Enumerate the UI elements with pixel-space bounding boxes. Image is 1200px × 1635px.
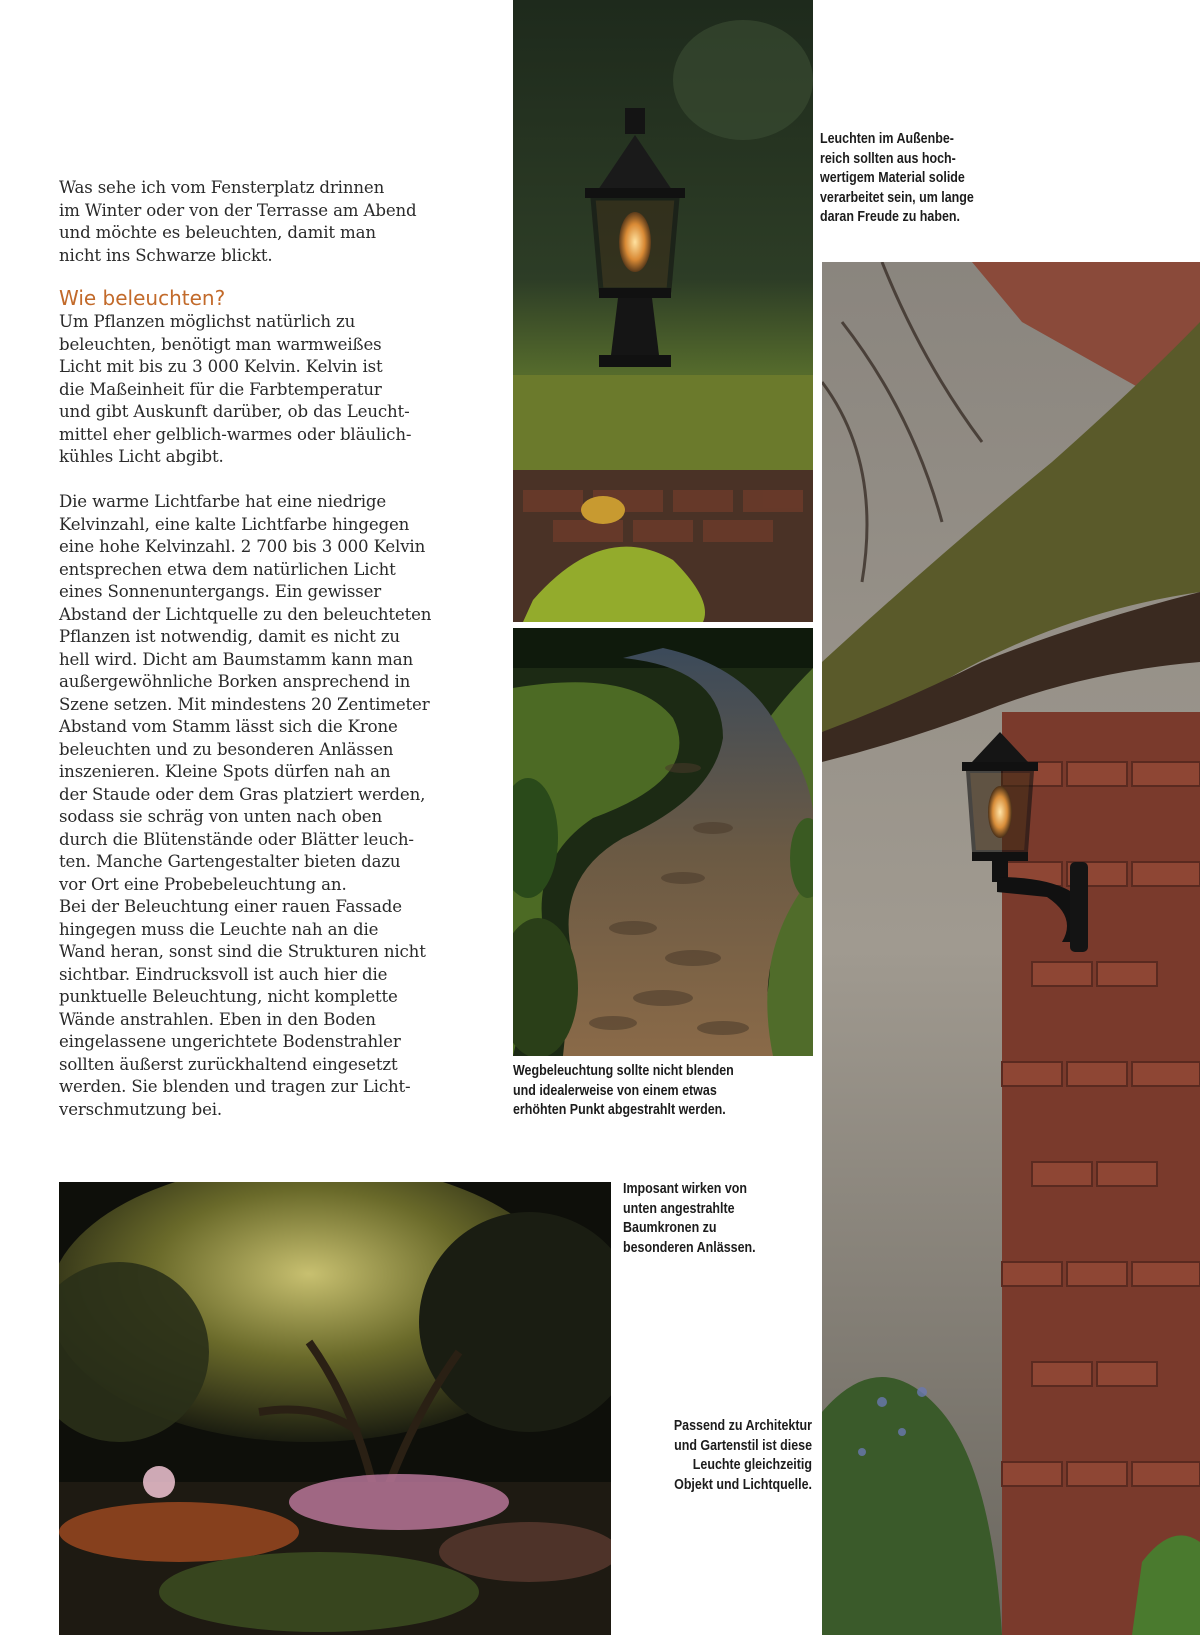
caption-lantern: Leuchten im Außenbe- reich sollten aus hoch- wertigem Material solide verarbeitet sein, um lange daran Freude zu haben. [820,131,974,225]
section-heading: Wie beleuchten? [59,286,226,310]
caption-path: Wegbeleuchtung sollte nicht blenden und idealerweise von einem etwas erhöhten Punkt abgestrahlt werden. [513,1063,734,1118]
body-paragraph-1: Um Pflanzen möglichst natürlich zu beleuchten, benötigt man warmweißes Licht mit bis zu 3 000 Kelvin. Kelvin ist die Maßeinheit für die Farbtemperatur und gibt Auskunft darüber, ob das Leucht- mittel eher gelblich-warmes oder bläulich- kühles Licht abgibt. [59,312,412,466]
intro-paragraph: Was sehe ich vom Fensterplatz drinnen im Winter oder von der Terrasse am Abend und möchte es beleuchten, damit man nicht ins Schwarze blickt. [59,178,417,265]
body-paragraph-2: Die warme Lichtfarbe hat eine niedrige Kelvinzahl, eine kalte Lichtfarbe hingegen eine hohe Kelvinzahl. 2 700 bis 3 000 Kelvin entsprechen etwa dem natürlichen Licht eines Sonnenuntergangs. Ein gewisser Abstand der Lichtquelle zu den beleuchteten Pflanzen ist notwendig, damit es nicht zu hell wird. Dicht am Baumstamm kann man außergewöhnliche Borken ansprechend in Szene setzen. Mit mindestens 20 Zentimeter Abstand vom Stamm lässt sich die Krone beleuchten und zu besonderen Anlässen inszenieren. Kleine Spots dürfen nah an der Staude oder dem Gras platziert werden, sodass sie schräg von unten nach oben durch die Blütenstände oder Blätter leuch- ten. Manche Gartengestalter bieten dazu vor Ort eine Probebeleuchtung an. Bei der Beleuchtung einer rauen Fassade hingegen muss die Leuchte nah an die Wand heran, sonst sind die Strukturen nicht sichtbar. Eindrucksvoll ist auch hier die punktuelle Beleuchtung, nicht komplette Wände anstrahlen. Eben in den Boden eingelassene ungerichtete Bodenstrahler sollten äußerst zurückhaltend eingesetzt werden. Sie blenden und tragen zur Licht- verschmutzung bei. [59,492,432,1119]
caption-trees: Imposant wirken von unten angestrahlte Baumkronen zu besonderen Anlässen. [623,1181,756,1256]
photo-brick-wall-lantern [822,262,1200,1635]
photo-garden-path [513,628,813,1056]
photo-garden-lantern [513,0,813,622]
caption-wall-lantern: Passend zu Architektur und Gartenstil ist diese Leuchte gleichzeitig Objekt und Lichtquelle. [673,1418,812,1493]
photo-illuminated-trees [59,1182,611,1635]
